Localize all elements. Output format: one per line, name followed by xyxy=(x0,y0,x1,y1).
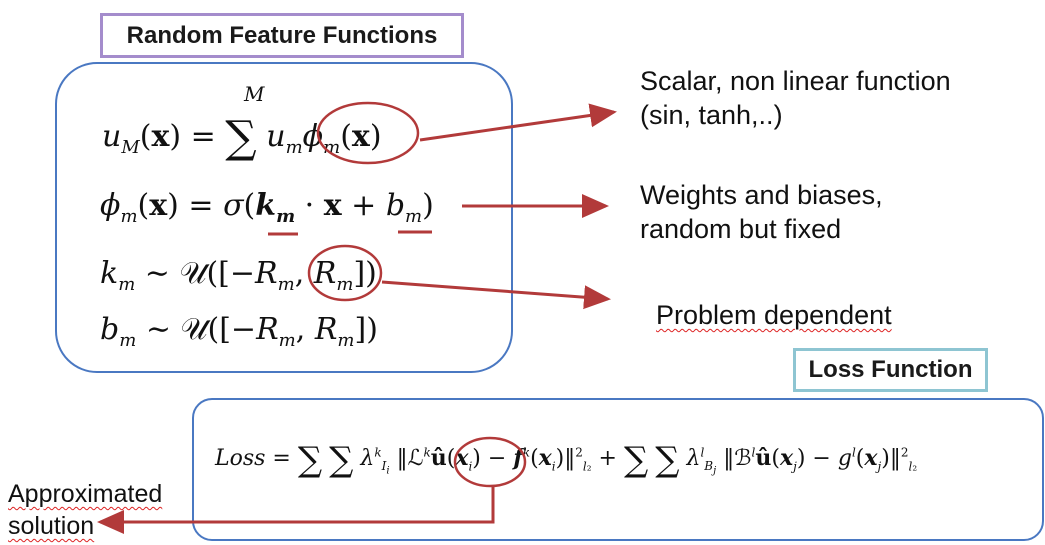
circle-uxi xyxy=(455,438,525,486)
arrow-approx xyxy=(100,486,493,522)
loss-function-title: Loss Function xyxy=(793,348,988,392)
equation-b: $b_m$ ∼ $𝒰([-R_m$, $R_m$]) xyxy=(100,312,378,351)
sum-upper-limit: M xyxy=(244,82,265,106)
note-scalar: Scalar, non linear function (sin, tanh,..) xyxy=(640,66,951,130)
arrow-problem xyxy=(382,282,608,299)
random-feature-title: Random Feature Functions xyxy=(100,13,464,58)
note-problem-dependent: Problem dependent xyxy=(656,300,892,330)
equation-phi: $\phi_m(x) = \sigma(k_m \cdot x + b_m)$ xyxy=(100,188,434,227)
note-weights: Weights and biases, random but fixed xyxy=(640,180,883,244)
equation-k: $k_m$ ∼ $𝒰([-R_m$, $R_m$]) xyxy=(100,256,377,295)
loss-equation: Loss = ∑ ∑ $\lambda^k_{I_i}$ $‖ℒ^kû(x_i)$ − $f^k(x_i)‖^2_{l_2}$ + ∑ ∑ $\lambda^l_{B_j}$ $‖ℬ^lû(x_j)$ − $g^l(x_j)‖^2_{l_2}$ xyxy=(215,440,918,480)
arrow-scalar xyxy=(420,112,614,140)
note-approximated-solution: Approximated solution xyxy=(8,480,163,540)
circle-phi xyxy=(318,103,418,163)
circle-rm xyxy=(309,246,381,300)
equation-um: $u_M(x)$ = ∑ $u_m\phi_m(x)$ xyxy=(102,112,382,163)
